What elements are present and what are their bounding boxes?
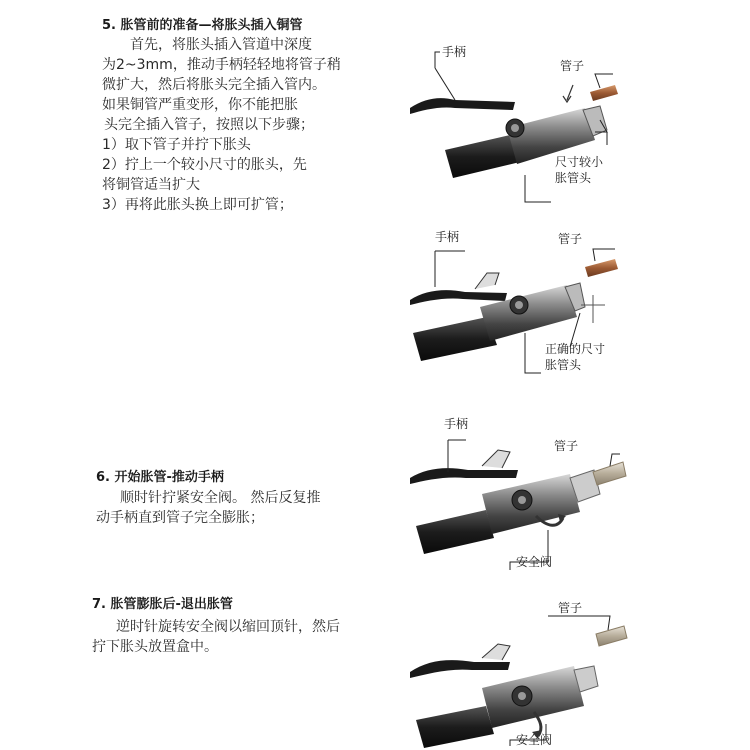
step7-line: 拧下胀头放置盒中。 (92, 639, 218, 655)
label-handle: 手柄 (442, 45, 467, 59)
handle-lever (410, 468, 518, 484)
tool-grip (413, 317, 497, 361)
tool-body (482, 666, 584, 728)
label-head-name: 胀管头 (545, 358, 582, 372)
step5-line: 如果铜管严重变形，你不能把胀 (102, 97, 298, 113)
figure-4-retract (398, 600, 658, 750)
tool-grip (445, 135, 520, 178)
step5-line: 头完全插入管子，按照以下步骤； (104, 117, 314, 133)
tool-grip (416, 510, 494, 554)
silver-pipe (593, 462, 626, 485)
step5-line: 微扩大，然后将胀头完全插入管内。 (102, 77, 326, 93)
figure-1-insert-head (395, 40, 655, 210)
label-safety-valve: 安全阀 (516, 733, 553, 747)
label-tube: 管子 (554, 439, 579, 453)
step6-paragraph (96, 488, 320, 528)
label-tube: 管子 (558, 232, 583, 246)
label-safety-valve: 安全阀 (516, 555, 553, 569)
silver-pipe (596, 626, 627, 646)
step5-line: 2）拧上一个较小尺寸的胀头，先 (102, 157, 307, 173)
handle-lever (410, 98, 515, 114)
step6-line: 动手柄直到管子完全膨胀； (96, 510, 264, 526)
step6-line: 顺时针拧紧安全阀。 然后反复推 (120, 490, 321, 506)
figure-3-expanding (398, 410, 658, 580)
handle-lever (410, 660, 510, 678)
step7-heading: 7. 胀管膨胀后-退出胀管 (92, 597, 233, 612)
step5-line: 1）取下管子并拧下胀头 (102, 137, 251, 153)
step7-paragraph (92, 617, 340, 657)
step5-line: 将铜管适当扩大 (102, 177, 200, 193)
step5-line: 为2~3mm，推动手柄轻轻地将管子稍 (102, 57, 341, 73)
figure-2-correct-head (395, 225, 655, 385)
step5-line: 3）再将此胀头换上即可扩管； (102, 197, 293, 213)
label-head-size: 尺寸较小 (555, 155, 604, 169)
label-head-size: 正确的尺寸 (545, 342, 606, 356)
label-handle: 手柄 (435, 230, 460, 244)
step5-heading: 5. 胀管前的准备—将胀头插入铜管 (102, 18, 303, 33)
step5-line: 首先，将胀头插入管道中深度 (130, 37, 312, 53)
handle-lever (410, 290, 507, 305)
tool-grip (416, 706, 494, 748)
label-handle: 手柄 (444, 417, 469, 431)
label-tube: 管子 (560, 59, 585, 73)
step7-line: 逆时针旋转安全阀以缩回顶针，然后 (116, 619, 340, 635)
step5-paragraph (102, 35, 341, 215)
step6-heading: 6. 开始胀管-推动手柄 (96, 470, 224, 485)
copper-pipe (585, 259, 618, 277)
label-head-name: 胀管头 (555, 171, 592, 185)
label-tube: 管子 (558, 601, 583, 615)
copper-pipe (590, 85, 618, 101)
